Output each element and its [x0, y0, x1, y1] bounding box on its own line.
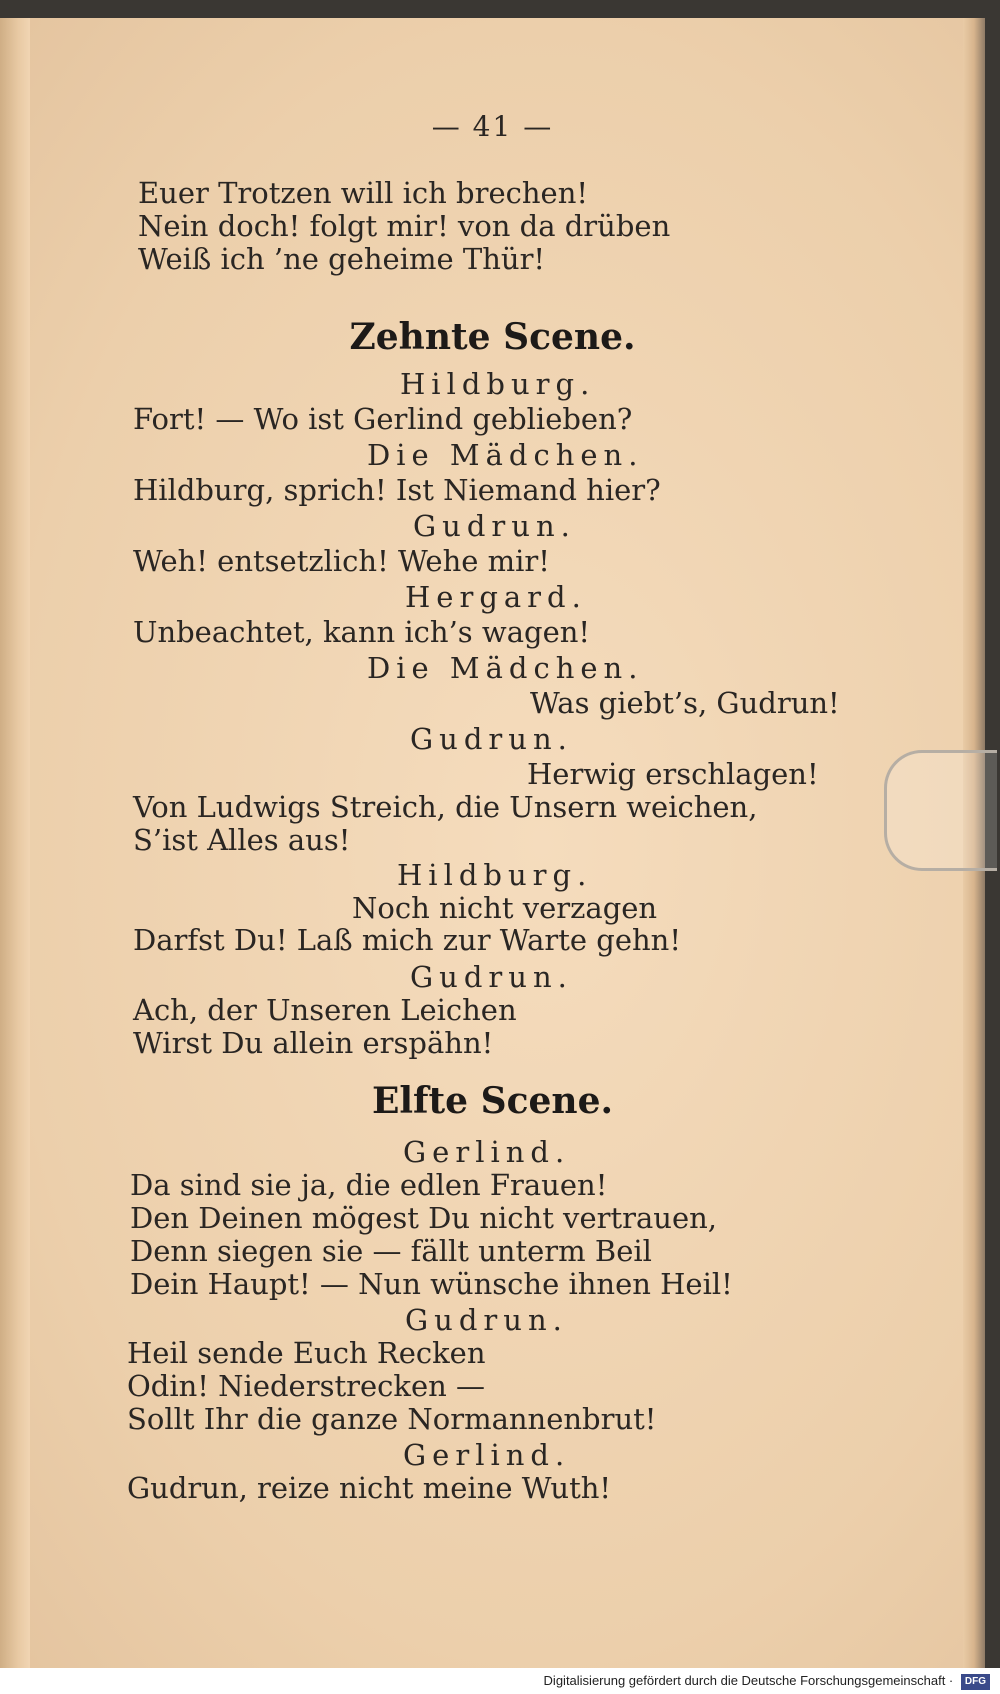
verse-line: Herwig erschlagen! [527, 757, 819, 791]
verse-line: Unbeachtet, kann ich’s wagen! [133, 615, 591, 649]
book-page [0, 18, 985, 1668]
speaker-name: Gerlind. [403, 1438, 571, 1472]
verse-line: Gudrun, reize nicht meine Wuth! [127, 1471, 612, 1505]
verse-line: Fort! — Wo ist Gerlind geblieben? [133, 402, 633, 436]
digitization-footer [0, 1668, 1000, 1694]
verse-line: Was giebt’s, Gudrun! [530, 686, 840, 720]
verse-line: Dein Haupt! — Nun wünsche ihnen Heil! [130, 1267, 733, 1301]
verse-line: Von Ludwigs Streich, die Unsern weichen, [133, 790, 758, 824]
verse-line: Odin! Niederstrecken — [127, 1369, 485, 1403]
verse-line: Darfst Du! Laß mich zur Warte gehn! [133, 923, 681, 957]
speaker-name: Gerlind. [403, 1135, 571, 1169]
verse-line: Euer Trotzen will ich brechen! [138, 176, 589, 210]
verse-line: Nein doch! folgt mir! von da drüben [138, 209, 671, 243]
speaker-name: Gudrun. [410, 960, 573, 994]
verse-line: Da sind sie ja, die edlen Frauen! [130, 1168, 608, 1202]
verse-line: Heil sende Euch Recken [127, 1336, 486, 1370]
verse-line: Denn siegen sie — fällt unterm Beil [130, 1234, 652, 1268]
speaker-name: Gudrun. [410, 722, 573, 756]
scene-heading: Zehnte Scene. [349, 316, 636, 358]
page-number: — 41 — [431, 110, 554, 143]
scene-heading: Elfte Scene. [371, 1080, 614, 1122]
speaker-name: Hergard. [405, 580, 587, 614]
speaker-name: Die Mädchen. [367, 438, 644, 472]
verse-line: S’ist Alles aus! [133, 823, 351, 857]
speaker-name: Gudrun. [405, 1303, 568, 1337]
verse-line: Den Deinen mögest Du nicht vertrauen, [130, 1201, 718, 1235]
verse-line: Weh! entsetzlich! Wehe mir! [133, 544, 550, 578]
speaker-name: Gudrun. [413, 509, 576, 543]
speaker-name: Die Mädchen. [367, 651, 644, 685]
page-content [0, 18, 985, 1668]
verse-line: Weiß ich ’ne geheime Thür! [138, 242, 546, 276]
dfg-logo: DFG [961, 1674, 990, 1690]
verse-line: Ach, der Unseren Leichen [133, 993, 517, 1027]
speaker-name: Hildburg. [397, 858, 593, 892]
footer-credit-text: Digitalisierung gefördert durch die Deutsche Forschungsgemeinschaft · [543, 1673, 954, 1688]
verse-line: Wirst Du allein erspähn! [133, 1026, 494, 1060]
paper-clip [884, 750, 997, 871]
verse-line: Sollt Ihr die ganze Normannenbrut! [127, 1402, 657, 1436]
verse-line: Noch nicht verzagen [352, 891, 658, 925]
verse-line: Hildburg, sprich! Ist Niemand hier? [133, 473, 661, 507]
speaker-name: Hildburg. [400, 367, 596, 401]
